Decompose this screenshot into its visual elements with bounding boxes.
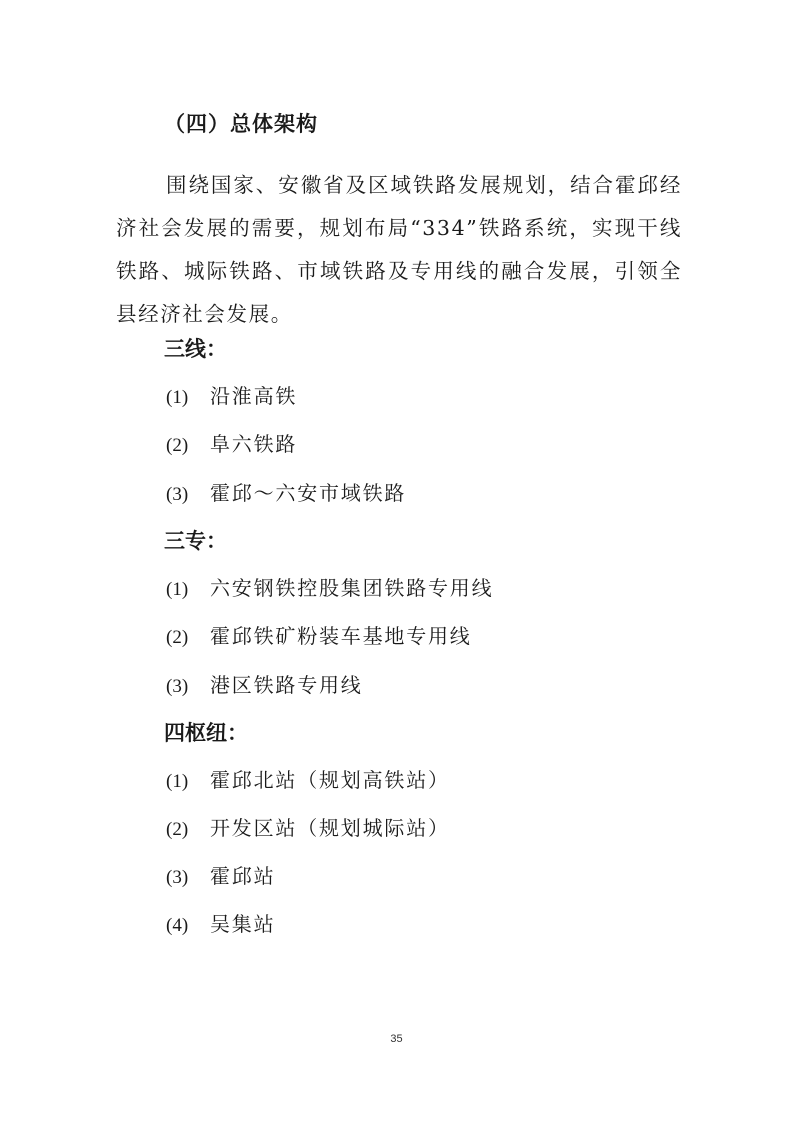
list-item: [166, 477, 406, 506]
list-item: [166, 812, 450, 841]
group-title-four-hubs: 四枢纽：: [164, 721, 248, 745]
group-title-three-special: 三专：: [164, 529, 227, 553]
item-text: 沿淮高铁: [210, 384, 298, 408]
item-text: 霍邱铁矿粉装车基地专用线: [210, 624, 472, 648]
section-heading: （四）总体架构: [164, 112, 318, 136]
list-item: [166, 669, 363, 698]
list-item: [166, 572, 493, 601]
item-text: 霍邱站: [210, 864, 276, 888]
item-number: (2): [166, 627, 189, 648]
list-item: [166, 428, 297, 457]
item-number: (1): [166, 387, 189, 408]
list-item: [166, 380, 297, 409]
item-number: (4): [166, 915, 189, 936]
item-text: 港区铁路专用线: [210, 673, 363, 697]
item-text: 阜六铁路: [210, 432, 298, 456]
list-item: [166, 764, 450, 793]
item-number: (3): [166, 484, 189, 505]
group-title-three-lines: 三线：: [164, 337, 227, 361]
page-number: 35: [390, 1033, 403, 1045]
list-item: [166, 620, 472, 649]
item-number: (2): [166, 819, 189, 840]
item-number: (3): [166, 676, 189, 697]
item-number: (1): [166, 579, 189, 600]
item-text: 开发区站（规划城际站）: [210, 816, 450, 840]
item-text: 霍邱～六安市域铁路: [210, 481, 407, 505]
list-item: [166, 860, 275, 889]
item-number: (1): [166, 771, 189, 792]
item-text: 吴集站: [210, 912, 276, 936]
item-text: 六安钢铁控股集团铁路专用线: [210, 576, 494, 600]
intro-paragraph: 围绕国家、安徽省及区域铁路发展规划，结合霍邱经济社会发展的需要，规划布局“334”铁路系统，实现干线铁路、城际铁路、市域铁路及专用线的融合发展，引领全县经济社会发展。: [116, 173, 682, 326]
item-text: 霍邱北站（规划高铁站）: [210, 768, 450, 792]
item-number: (2): [166, 435, 189, 456]
list-item: [166, 908, 275, 937]
item-number: (3): [166, 867, 189, 888]
